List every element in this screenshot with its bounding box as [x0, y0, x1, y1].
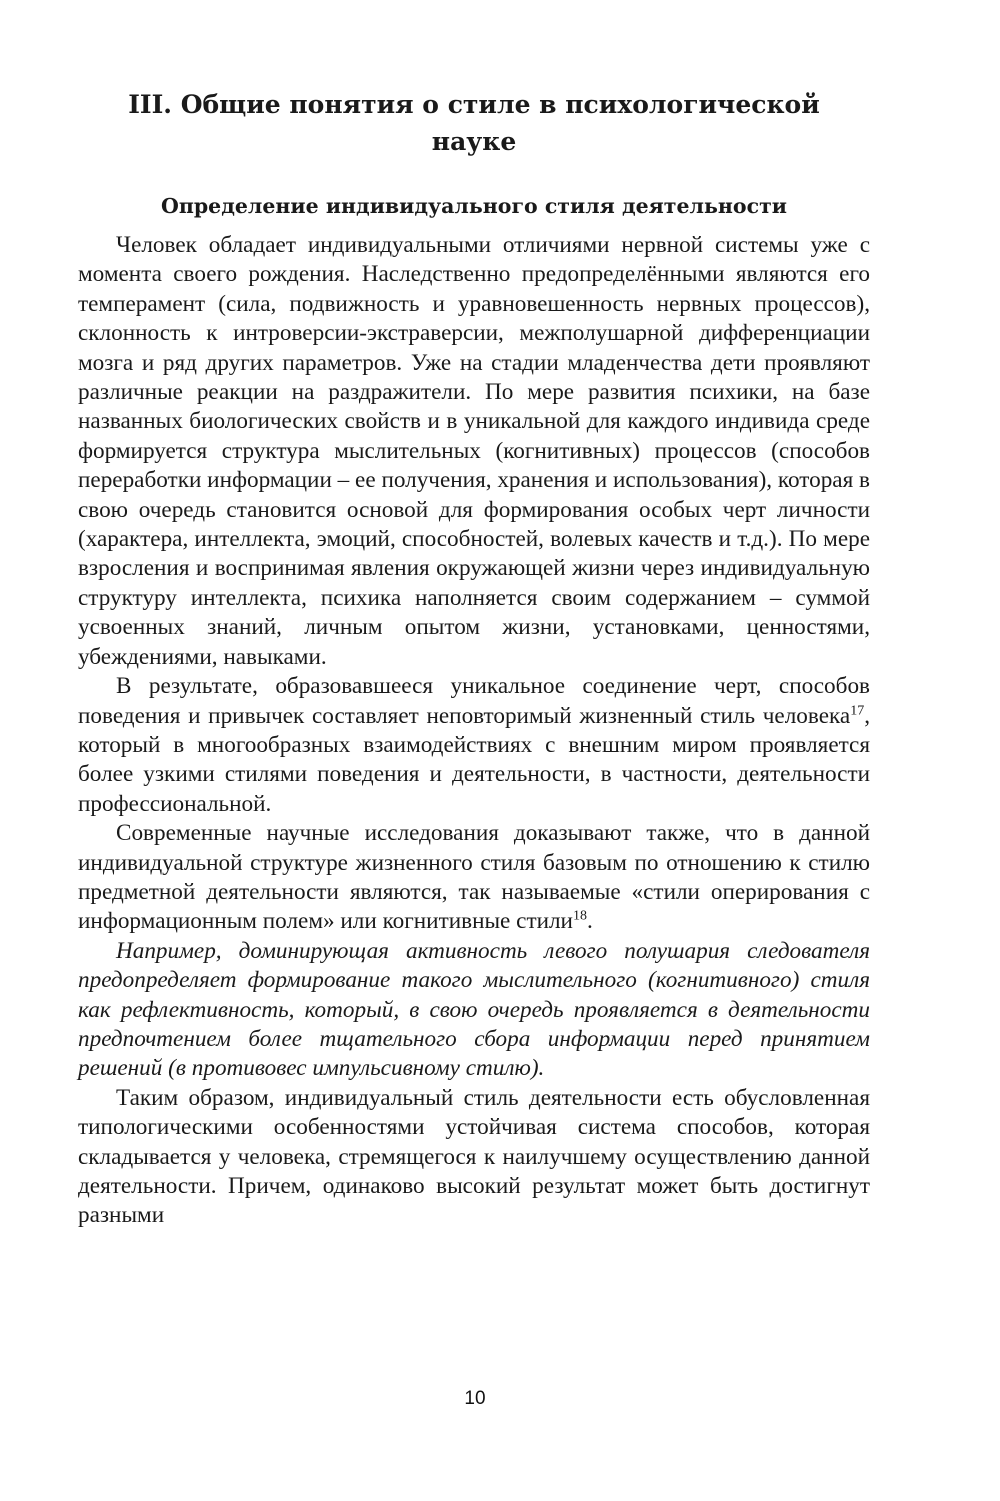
page-number: 10 [464, 1388, 486, 1409]
body-text [78, 231, 870, 1231]
paragraph-5: Таким образом, индивидуальный стиль деятельности есть обусловленная типологическими особенностями устойчивая система способов, которая складывается у человека, стремящегося к наилучшему осуществлению данной деятельности. Причем, одинаково высокий результат может быть достигнут разными [78, 1084, 870, 1229]
section-title: Определение индивидуального стиля деятельности [160, 194, 787, 218]
paragraph-2-text-before: В результате, образовавшееся уникальное соединение черт, способов поведения и привычек составляет неповторимый жизненный стиль человека [78, 673, 870, 729]
paragraph-example-italic: Например, доминирующая активность левого полушария следователя предопределяет формирование такого мыслительного (когнитивного) стиля как рефлективность, который, в свою очередь проявляется в деятельности предпочтением более тщательного сбора информации перед принятием решений (в противовес импульсивному стилю). [78, 937, 870, 1082]
paragraph-2 [78, 672, 870, 819]
paragraph-3-text-before: Современные научные исследования доказывают также, что в данной индивидуальной структуре жизненного стиля базовым по отношению к стилю предметной деятельности являются, так называемые «стили оперирования с информационным полем» или когнитивные стили [78, 820, 870, 935]
paragraph-3 [78, 819, 870, 937]
paragraph-1: Человек обладает индивидуальными отличиями нервной системы уже с момента своего рождения. Наследственно предопределёнными являются его темперамент (сила, подвижность и уравновешенность нервных процессов), склонность к интроверсии-экстраверсии, межполушарной дифференциации мозга и ряд других параметров. Уже на стадии младенчества дети проявляют различные реакции на раздражители. По мере развития психики, на базе названных биологических свойств и в уникальной для каждого индивида среде формируется структура мыслительных (когнитивных) процессов (способов переработки информации – ее получения, хранения и использования), которая в свою очередь становится основой для формирования особых черт личности (характера, интеллекта, эмоций, способностей, волевых качеств и т.д.). По мере взросления и воспринимая явления окружающей жизни через индивидуальную структуру интеллекта, психика наполняется своим содержанием – суммой усвоенных знаний, личным опытом жизни, установками, ценностями, убеждениями, навыками. [78, 232, 870, 670]
footnote-ref-18[interactable]: 18 [572, 908, 587, 924]
page-content [78, 86, 870, 1231]
footnote-ref-17[interactable]: 17 [850, 702, 865, 718]
paragraph-2-text-after: , который в многообразных взаимодействиях с внешним миром проявляется более узкими стилями поведения и деятельности, в частности, деятельности профессиональной. [78, 702, 870, 817]
paragraph-3-text-after: . [586, 908, 593, 935]
chapter-title: III. Общие понятия о стиле в психологической науке [128, 90, 820, 156]
